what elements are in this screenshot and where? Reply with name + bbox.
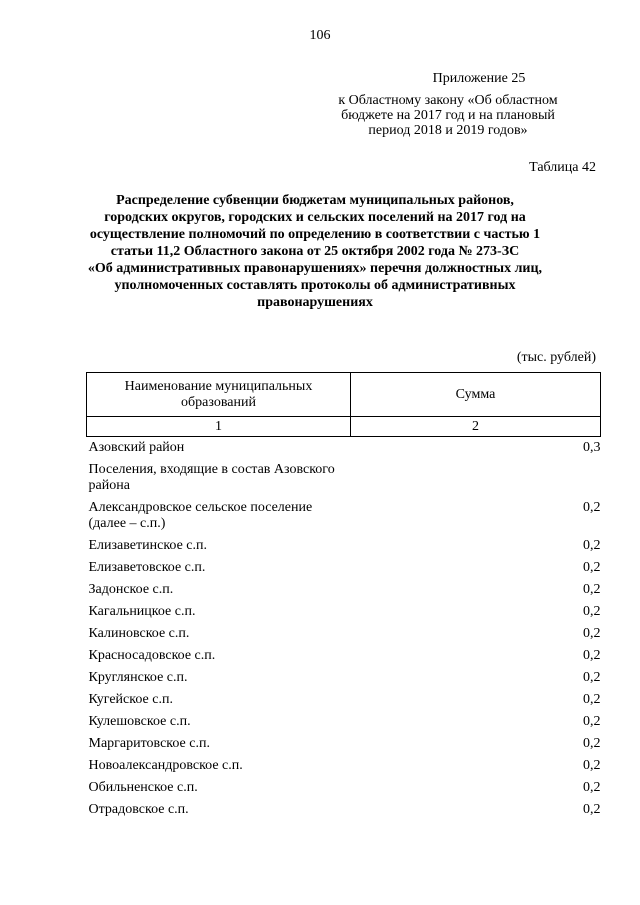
subvention-amount: 0,3 [583, 440, 601, 455]
table-row [87, 497, 601, 535]
table-row [87, 557, 601, 579]
subvention-amount: 0,2 [583, 604, 601, 619]
municipality-name: Александровское сельское поселение (далее – с.п.) [88, 500, 313, 531]
municipality-name: Елизаветинское с.п. [88, 538, 208, 553]
table-header-row [87, 373, 601, 417]
document-title: Распределение субвенции бюджетам муниципальных районов, городских округов, городских и сельских поселений на 2017 год на осуществление полномочий по определению в соответствии с частью 1 статьи 11,2 Областного закона от 25 октября 2002 года № 273-ЗС «Об административных правонарушениях» перечня должностных лиц, уполномоченных составлять протоколы об административных правонарушениях [87, 193, 543, 310]
subvention-amount [351, 459, 601, 497]
table-row [87, 437, 601, 460]
column-numbering-row [87, 417, 601, 437]
subvention-amount: 0,2 [583, 758, 601, 773]
table-body [87, 437, 601, 822]
table-row [87, 645, 601, 667]
municipality-name: Кулешовское с.п. [88, 714, 191, 729]
subvention-amount: 0,2 [583, 538, 601, 553]
subvention-amount: 0,2 [583, 802, 601, 817]
subvention-amount: 0,2 [583, 736, 601, 751]
table-row [87, 535, 601, 557]
column-number-1: 1 [87, 417, 351, 437]
table-row [87, 667, 601, 689]
column-header-sum: Сумма [351, 373, 601, 417]
table-row [87, 623, 601, 645]
municipality-name: Круглянское с.п. [88, 670, 188, 685]
table-row [87, 601, 601, 623]
table-row [87, 777, 601, 799]
municipality-name: Поселения, входящие в состав Азовского района [88, 462, 335, 493]
column-header-name: Наименование муниципальных образований [87, 373, 351, 417]
municipality-name: Калиновское с.п. [88, 626, 190, 641]
appendix-law-reference: к Областному закону «Об областном бюджете на 2017 год и на плановый период 2018 и 2019 годов» [338, 93, 558, 138]
subvention-amount: 0,2 [583, 560, 601, 575]
subvention-amount: 0,2 [583, 714, 601, 729]
municipality-name: Красносадовское с.п. [88, 648, 216, 663]
subvention-amount: 0,2 [583, 692, 601, 707]
subvention-amount: 0,2 [583, 648, 601, 663]
table-row [87, 711, 601, 733]
column-number-2: 2 [351, 417, 601, 437]
municipality-name: Кагальницкое с.п. [88, 604, 196, 619]
subvention-amount: 0,2 [583, 500, 601, 515]
table-row [87, 459, 601, 497]
table-row [87, 579, 601, 601]
table-row [87, 799, 601, 821]
table-row [87, 755, 601, 777]
subvention-table [86, 372, 601, 821]
subvention-amount: 0,2 [583, 780, 601, 795]
municipality-name: Обильненское с.п. [88, 780, 198, 795]
subvention-amount: 0,2 [583, 670, 601, 685]
appendix-title: Приложение 25 [432, 71, 526, 86]
table-row [87, 689, 601, 711]
municipality-name: Маргаритовское с.п. [88, 736, 210, 751]
municipality-name: Новоалександровское с.п. [88, 758, 243, 773]
table-row [87, 733, 601, 755]
units-label: (тыс. рублей) [516, 350, 596, 365]
municipality-name: Азовский район [88, 440, 185, 455]
page-number: 106 [309, 28, 331, 43]
municipality-name: Отрадовское с.п. [88, 802, 189, 817]
subvention-amount: 0,2 [583, 626, 601, 641]
subvention-amount: 0,2 [583, 582, 601, 597]
table-number: Таблица 42 [529, 160, 596, 175]
municipality-name: Елизаветовское с.п. [88, 560, 206, 575]
appendix-block [300, 71, 596, 138]
municipality-name: Кугейское с.п. [88, 692, 173, 707]
municipality-name: Задонское с.п. [88, 582, 174, 597]
